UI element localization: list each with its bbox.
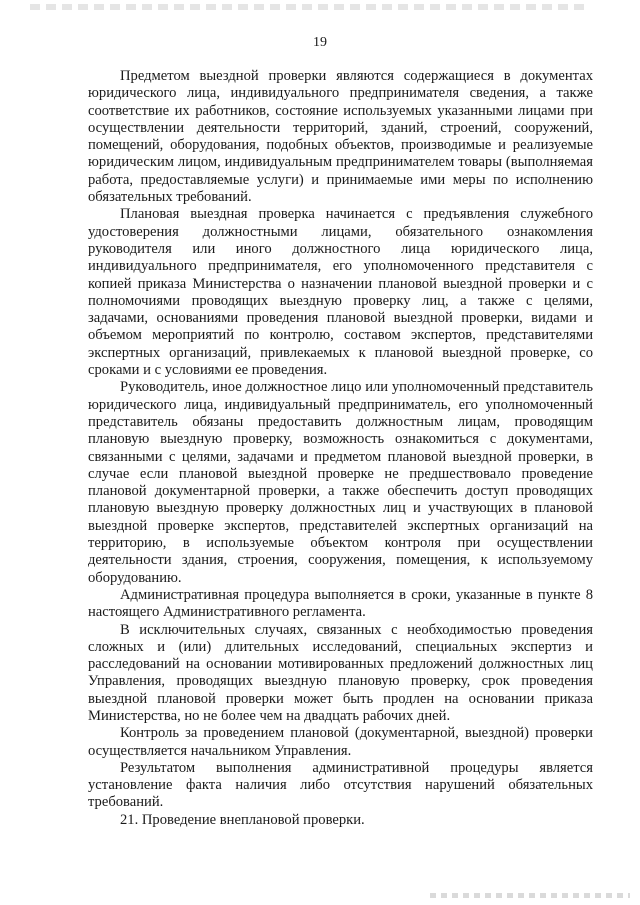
paragraph-exceptional-extension: В исключительных случаях, связанных с необходимостью проведения сложных и (или) длительных исследований, специальных экспертиз и расследований на основании мотивированных предложений должностных лиц Управления, проводящих выездную плановую проверку, срок проведения выездной плановой проверки может быть продлен на основании приказа Министерства, но не более чем на двадцать рабочих дней.: [88, 621, 593, 724]
paragraph-inspection-start: Плановая выездная проверка начинается с предъявления служебного удостоверения должностными лицами, обязательного ознакомления руководителя или иного должностного лица юридического лица, индивидуального предпринимателя, его уполномоченного представителя с копией приказа Министерства о назначении плановой выездной проверки и с полномочиями проводящих выездную проверку лиц, а также с целями, задачами, основаниями проведения плановой выездной проверки, видами и объемом мероприятий по контролю, составом экспертов, представителями экспертных организаций, привлекаемых к плановой выездной проверке, со сроками и с условиями ее проведения.: [88, 206, 593, 379]
scan-artifact-top: [30, 4, 590, 10]
scan-artifact-bottom: [430, 893, 630, 898]
paragraph-access-obligations: Руководитель, иное должностное лицо или уполномоченный представитель юридического лица, индивидуальный предприниматель, его уполномоченный представитель обязаны предоставить должностным лицам, проводящим плановую выездную проверку, возможность ознакомиться с документами, связанными с целями, задачами и предметом плановой выездной проверки, в случае если плановой выездной проверке не предшествовало проведение плановой документарной проверки, а также обеспечить доступ проводящих плановую выездную проверку должностных лиц и участвующих в плановой выездной проверке экспертов, представителей экспертных организаций на территорию, в используемые объектом контроля при осуществлении деятельности здания, строения, сооружения, помещения, к используемому оборудованию.: [88, 379, 593, 586]
paragraph-subject-of-inspection: Предметом выездной проверки являются содержащиеся в документах юридического лица, индивидуального предпринимателя сведения, а также соответствие их работников, состояние используемых указанными лицами при осуществлении деятельности территорий, зданий, строений, сооружений, помещений, оборудования, подобных объектов, производимые и реализуемые юридическим лицом, индивидуальным предпринимателем товары (выполняемая работа, предоставляемые услуги) и принимаемые ими меры по исполнению обязательных требований.: [88, 68, 593, 206]
paragraph-procedure-terms: Административная процедура выполняется в сроки, указанные в пункте 8 настоящего Административного регламента.: [88, 586, 593, 621]
document-body: [88, 68, 593, 829]
page-number: 19: [313, 35, 327, 50]
paragraph-result: Результатом выполнения административной процедуры является установление факта наличия либо отсутствия нарушений обязательных требований.: [88, 759, 593, 811]
paragraph-control: Контроль за проведением плановой (документарной, выездной) проверки осуществляется начальником Управления.: [88, 725, 593, 759]
section-heading-unscheduled-inspection: 21. Проведение внеплановой проверки.: [120, 811, 365, 828]
